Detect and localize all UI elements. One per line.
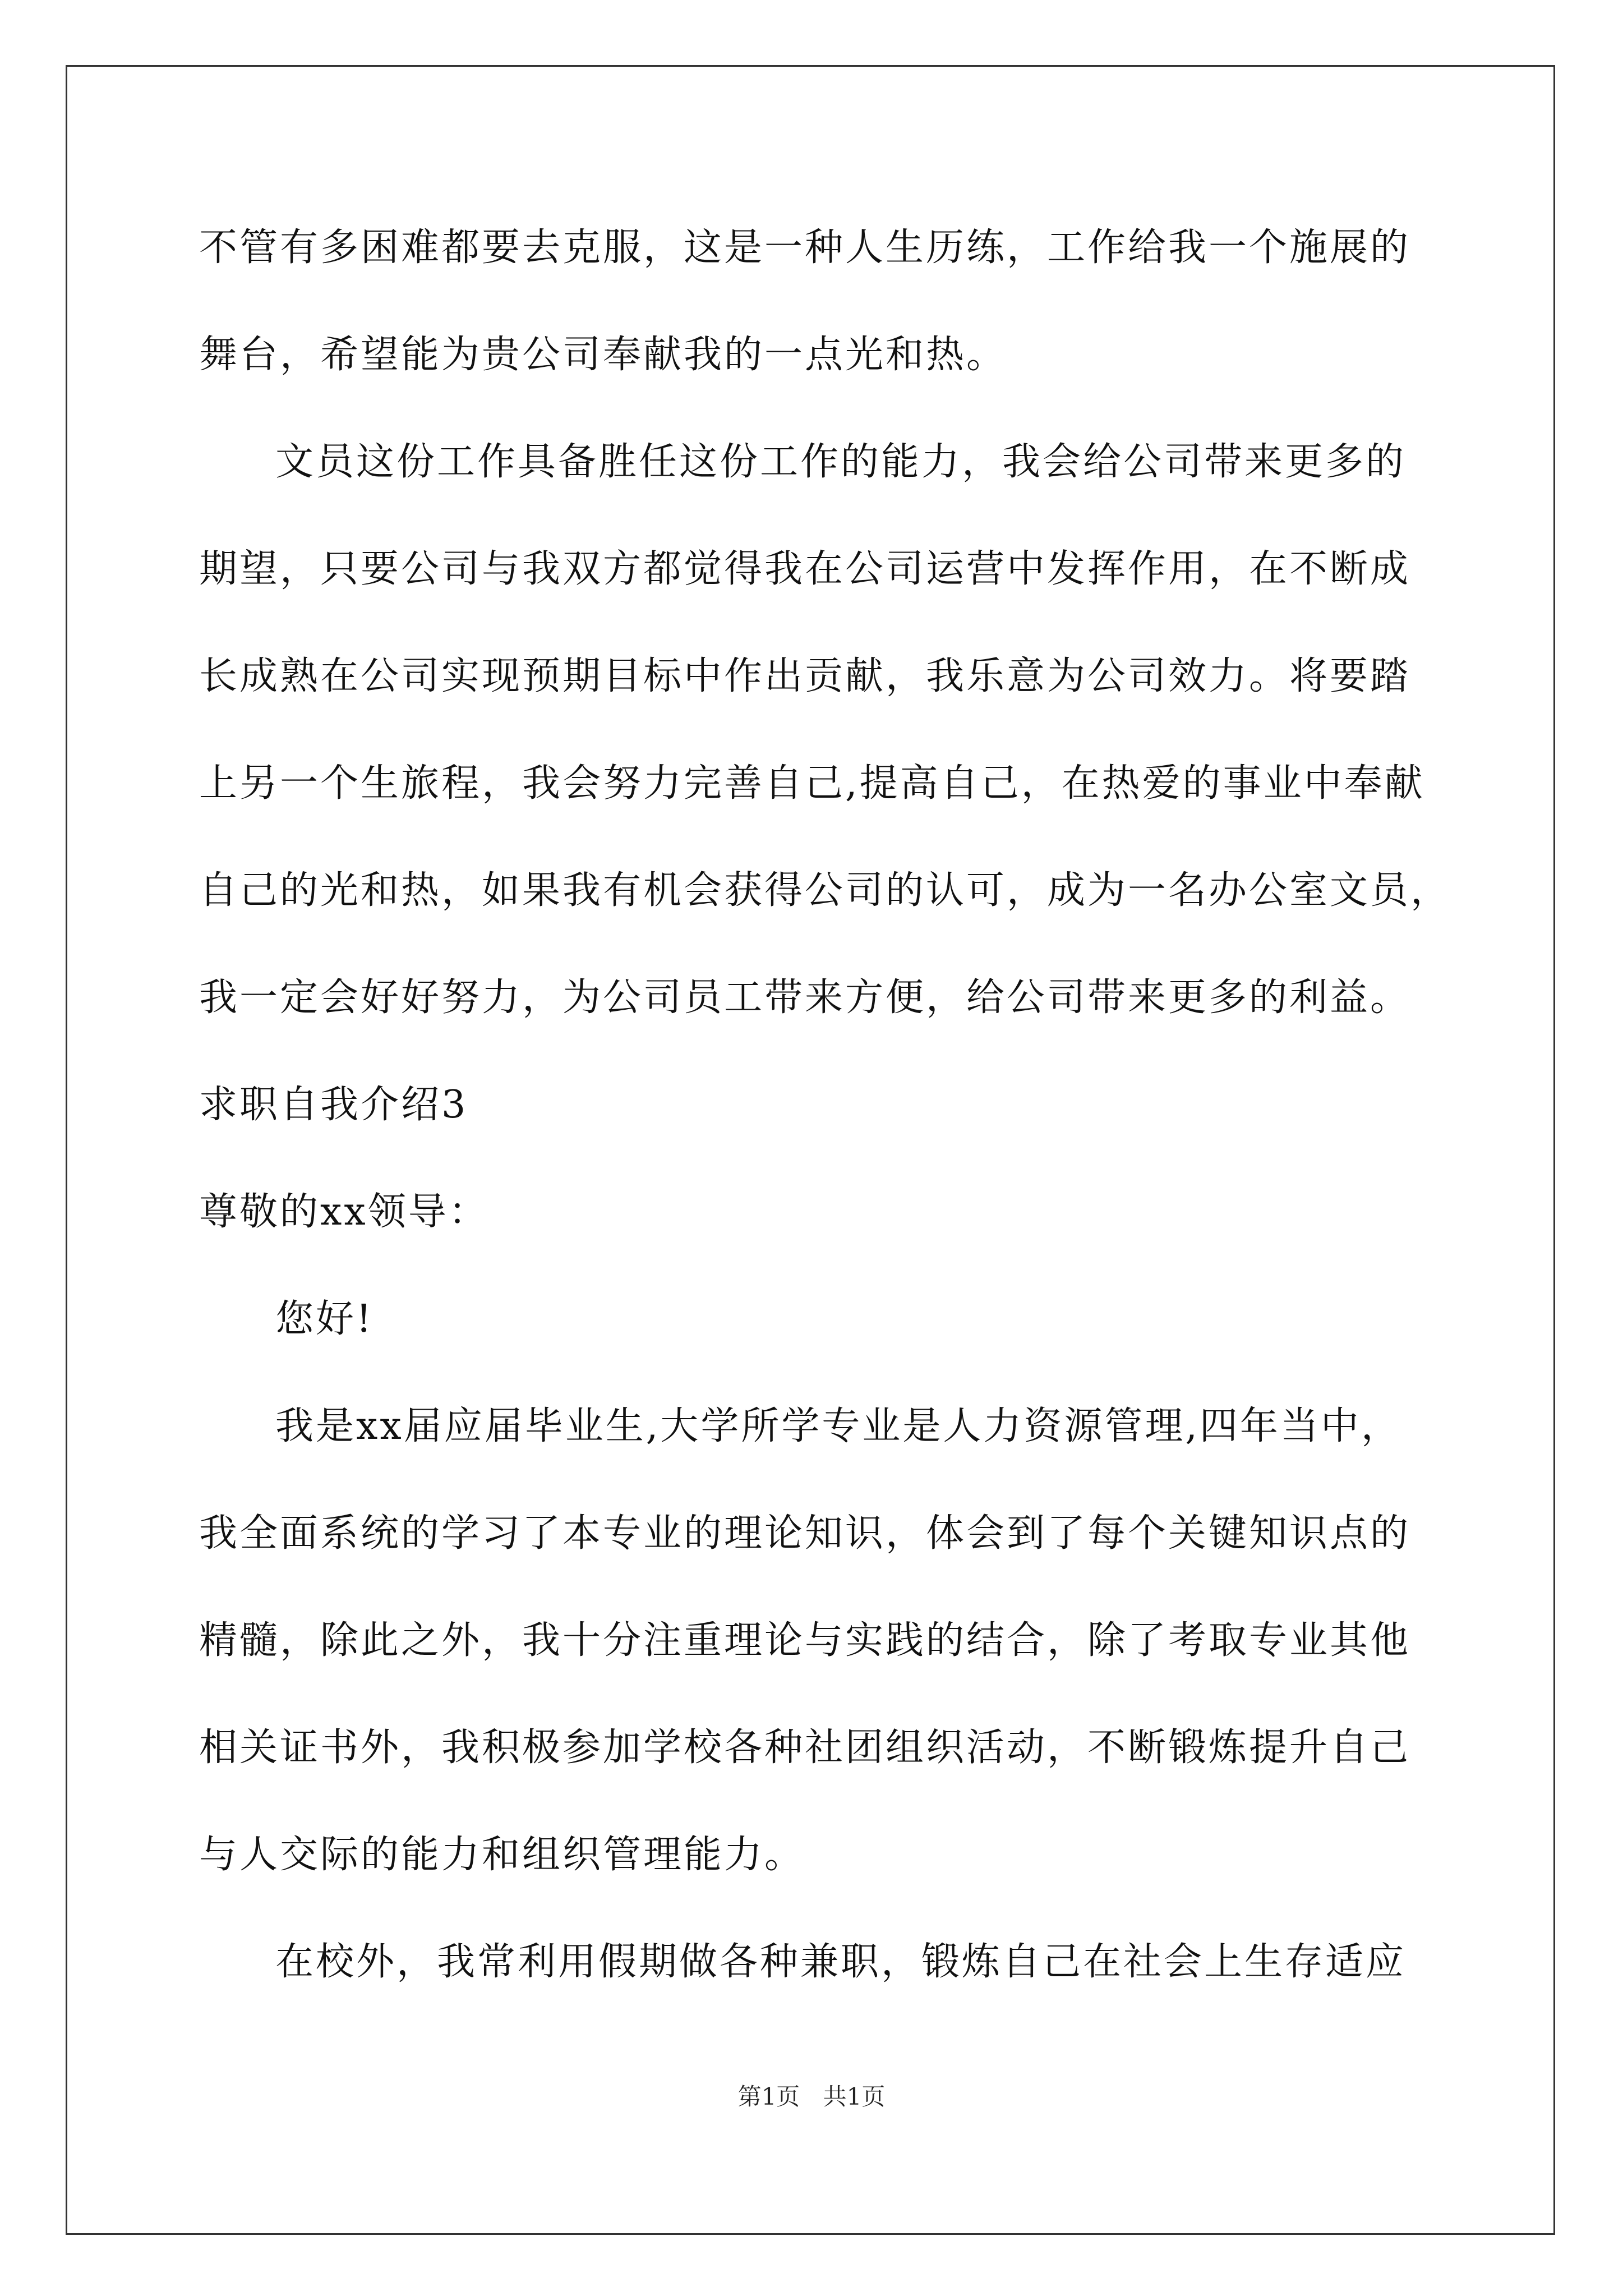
text-line: 我一定会好好努力，为公司员工带来方便，给公司带来更多的利益。 bbox=[199, 976, 1411, 1020]
page-total: 共1页 bbox=[823, 2083, 886, 2110]
document-body bbox=[199, 215, 1451, 2036]
section-heading: 求职自我介绍3 bbox=[199, 1083, 468, 1127]
text-line: 舞台，希望能为贵公司奉献我的一点光和热。 bbox=[199, 333, 1007, 377]
text-line: 自己的光和热，如果我有机会获得公司的认可，成为一名办公室文员， bbox=[199, 868, 1451, 913]
salutation: 尊敬的xx领导： bbox=[199, 1190, 489, 1234]
paragraph-start: 我是xx届应届毕业生,大学所学专业是人力资源管理,四年当中， bbox=[275, 1404, 1401, 1448]
paragraph-start: 在校外，我常利用假期做各种兼职，锻炼自己在社会上生存适应 bbox=[275, 1940, 1407, 1984]
text-line: 长成熟在公司实现预期目标中作出贡献，我乐意为公司效力。将要踏 bbox=[199, 654, 1411, 698]
text-line: 不管有多困难都要去克服，这是一种人生历练，工作给我一个施展的 bbox=[199, 226, 1411, 270]
text-line: 我全面系统的学习了本专业的理论知识，体会到了每个关键知识点的 bbox=[199, 1511, 1411, 1556]
text-line: 期望，只要公司与我双方都觉得我在公司运营中发挥作用，在不断成 bbox=[199, 547, 1411, 591]
page-footer bbox=[0, 2078, 1623, 2112]
text-line: 精髓，除此之外，我十分注重理论与实践的结合，除了考取专业其他 bbox=[199, 1618, 1411, 1663]
text-line: 相关证书外，我积极参加学校各种社团组织活动，不断锻炼提升自己 bbox=[199, 1726, 1411, 1770]
paragraph-start: 文员这份工作具备胜任这份工作的能力，我会给公司带来更多的 bbox=[275, 440, 1407, 484]
greeting: 您好! bbox=[275, 1297, 374, 1341]
text-line: 与人交际的能力和组织管理能力。 bbox=[199, 1833, 805, 1877]
page-number: 第1页 bbox=[737, 2083, 800, 2110]
text-line: 上另一个生旅程，我会努力完善自己,提高自己，在热爱的事业中奉献 bbox=[199, 761, 1425, 806]
